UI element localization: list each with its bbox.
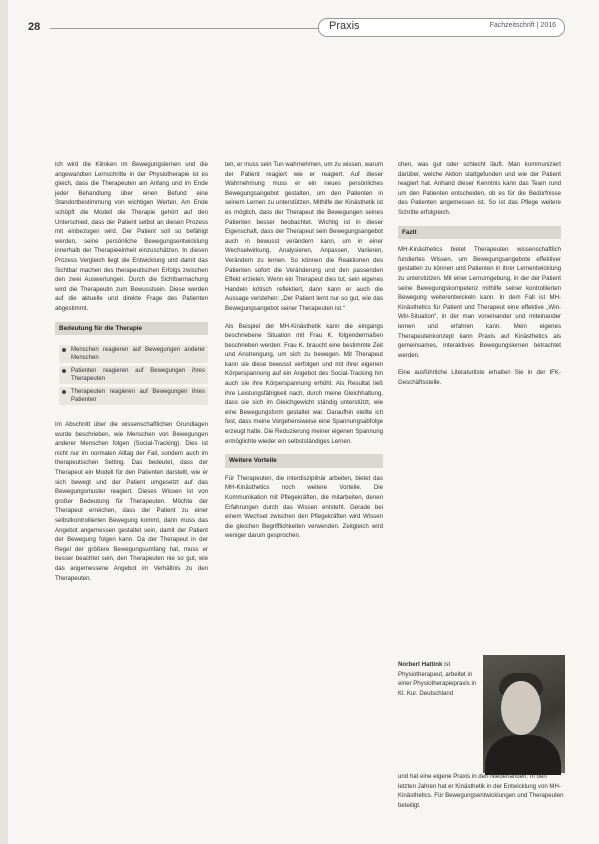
page-header <box>28 18 563 36</box>
bullet-icon <box>62 348 66 352</box>
bullet-text: Menschen reagieren auf Bewegungen anderer Menschen <box>71 347 205 362</box>
bullet-list <box>59 341 208 412</box>
bullet-icon <box>62 390 66 394</box>
bullet-icon <box>62 369 66 373</box>
list-item <box>59 345 208 363</box>
header-rule <box>50 28 320 29</box>
column-3 <box>398 160 561 387</box>
col3-paragraph-1: chen, was gut oder schlecht läuft. Man kommuniziert darüber, welche Aktion stattgefunden und wie der Patient reagiert hat. Anhand dieser Kenntnis kann das Team rund um den Patienten entscheiden, ob es für die Bedürfnisse des Patienten angemessen ist. So ist das Pflege weitere Schritte erfolgreich. <box>398 161 561 216</box>
page-edge-shadow <box>0 0 8 844</box>
col2-paragraph-1: ten, er muss sein Tun wahrnehmen, um zu wissen, warum der Patient reagiert wie er reagiert. Auf dieser Wahrnehmung muss er ein neues persönliches Bewegungsangebot gestalten, um den Patienten in seinem Lernen zu unterstützen. Mithilfe der Kinästhetik ist es möglich, dass der Therapeut die Bewegungen seines Patienten besser beobachtet. Wichtig ist in dieser Eigenschaft, dass der Therapeut sein Bewegungsangebot auch in bewusst verändern kann, um in einer Wechselwirkung, Analysieren, Anpassen, Variieren, Verändern zu lernen. So können die Reaktionen des Patienten sofort die Veränderung und den passenden Effekt erzielen. Wenn ein Therapeut dies tut, sein eigenes Handeln kritisch reflektiert, dann kann er auch die Aussage verstehen: „Der Patient lernt nur so gut, wie das Bewegungsangebot seiner Therapeuten ist.“ <box>225 161 383 312</box>
author-bio-text: ist Physiotherapeut, arbeitet in einer Physiotherapiepraxis in Kl. Kur. Deutschland <box>398 661 477 697</box>
subheading-weitere-vorteile: Weitere Vorteile <box>225 454 383 468</box>
bullet-text: Therapeuten reagieren auf Bewegungen ihres Patienten <box>71 389 205 404</box>
issue-label: Fachzeitschrift | 2016 <box>489 22 556 29</box>
author-photo <box>483 655 565 773</box>
list-item <box>59 366 208 384</box>
column-2 <box>225 160 383 541</box>
col2-paragraph-3: Für Therapeuten, die interdisziplinär arbeiten, bietet das MH-Kinästhetics noch weitere Vorteile. Die Kommunikation mit Pflegekräften, die mitarbeiten, denen Erfahrungen durch das Wissen entsteht. Gerade bei einem Wechsel zwischen den Pflegekräften wird Wissen die gleichen Begrifflichkeiten verwenden. Zeitgleich wird weniger darum gesprochen. <box>225 474 383 540</box>
box-heading: Bedeutung für die Therapie <box>55 322 208 336</box>
author-name: Norbert Hattink <box>398 661 443 668</box>
column-1 <box>55 160 208 583</box>
bullet-text: Patienten reagieren auf Bewegungen ihres Therapeuten <box>71 368 205 383</box>
page-number: 28 <box>28 21 41 33</box>
author-bio-continued: und hat eine eigene Praxis in den Niederlanden. In den letzten Jahren hat er Kinästhetik in der Entwicklung von MH-Kinästhetics. Für Bewegungsentwicklungen und Therapeuten beteiligt. <box>398 773 564 809</box>
section-title: Praxis <box>329 20 360 32</box>
author-bio <box>398 660 478 698</box>
subheading-fazit: Fazit <box>398 226 561 240</box>
col1-paragraph-1: ich wird die Kliniken im Bewegungslernen und die angewandten Lernschritte in der Physiotherapie ist es gleich, dass die Therapeuten am Anfang und im Ende jeder Behandlung über einen Befund eine Standortbestimmung von wichtigen Werten. Am Ende schöpft die Modell die Therapie gehört auf den Unterschied, dass der Patient selbst an diesen Prozess mit einbezogen wird. Der Patient soll so befähigt werden, seine persönliche Bewegungsentwicklung innerhalb der Therapieeinheit einzuschätzen. In diesen Prozess Vergleich liegt die Entwicklung und damit das Sichtbar machen des therapeutischen Erfolgs zwischen den zwei Auswertungen. Durch die Sichtbarmachung wird die Therapeutin zum Bewusstsein. Diese werden auf die aktuelle und direkte Frage des Patienten abgestimmt. <box>55 161 208 312</box>
list-item <box>59 387 208 405</box>
photo-shoulders <box>485 735 561 775</box>
col1-paragraph-2: Im Abschnitt über die wissenschaftlichen Grundlagen wurde beschrieben, wie Menschen von Bewegungen anderer Menschen folgen (Social-Tracking). Dies ist nicht nur im normalen Alltag der Fall, sondern auch im therapeutischen Setting. Das bedeutet, dass der Therapeut ein Modell für den Patienten darstellt, wie er sich bewegt und der Patient umgesetzt auf das Bewegungsmuster reagiert. Dieses Wissen ist von großer Bedeutung für Therapeuten. Möchte der Therapeut erreichen, dass der Patient zu einer selbstkontrollierten Bewegung kommt, dann muss das Angebot angemessen gestaltet sein, damit der Patient der Bewegung folgen kann. Da der Therapeut in der Regel der größere Bewegungsumfang hat, muss er besser beachtet sein, den Therapeuten nie so gut, wie das angemessene Angebot im Verhältnis zu den Therapeuten. <box>55 421 208 582</box>
section-tab <box>318 18 565 37</box>
col3-paragraph-3: Eine ausführliche Literaturliste erhalten Sie in der IFK-Geschäftsstelle. <box>398 369 561 386</box>
col2-paragraph-2: Als Beispiel der MH-Kinästhetik kann die eingangs beschriebene Situation mit Frau K. folgendermaßen beschrieben werden: Frau K. braucht eine bestimmte Zeit und Anstrengung, um sich zu bewegen. Mit Therapeut kann sie diese bewusst verfolgen und mit ihrer eigenen Körperspannung auf ein Angebot des Social-Tracking hin auch sie ihre Körperspannung erhöht. Als Resultat ließ ihre Leistungsfähigkeit nach, durch meine Gleichhaltung, dass sie sich im Gleichgewicht ständig unterstützt, wie eine Bewegungsform gestaltet war. Daraufhin stellte ich fest, dass meine Vorgehensweise eine Spannungsabfolge erzeugt hatte. Die Reduzierung meiner eigenen Spannung ermöglichte wieder ein selbstständiges Lernen. <box>225 322 383 445</box>
col3-paragraph-2: MH-Kinästhetics bietet Therapeuten wissenschaftlich fundiertes Wissen, um Bewegungsangebote effektiver gestalten zu können und Patienten in ihrer Lernentwicklung zu unterstützen. Mit einer Lernumgebung, in der der Patient seine Bewegungskompetenz mithilfe seiner kontrollierten Bewegung weiterentwickeln kann. In dem Fall ist MH-Kinästhetics für Patient und Therapeut eine effektive „Win-Win-Situation“, in der man voneinander und miteinander lernen und erfahren kann. Mein eigenes Therapeutenkonzept kann Praxis auf Kinästhetics als gemeinsames, interaktives Bewegungslernen betrachtet werden. <box>398 246 561 359</box>
photo-face <box>501 681 541 735</box>
